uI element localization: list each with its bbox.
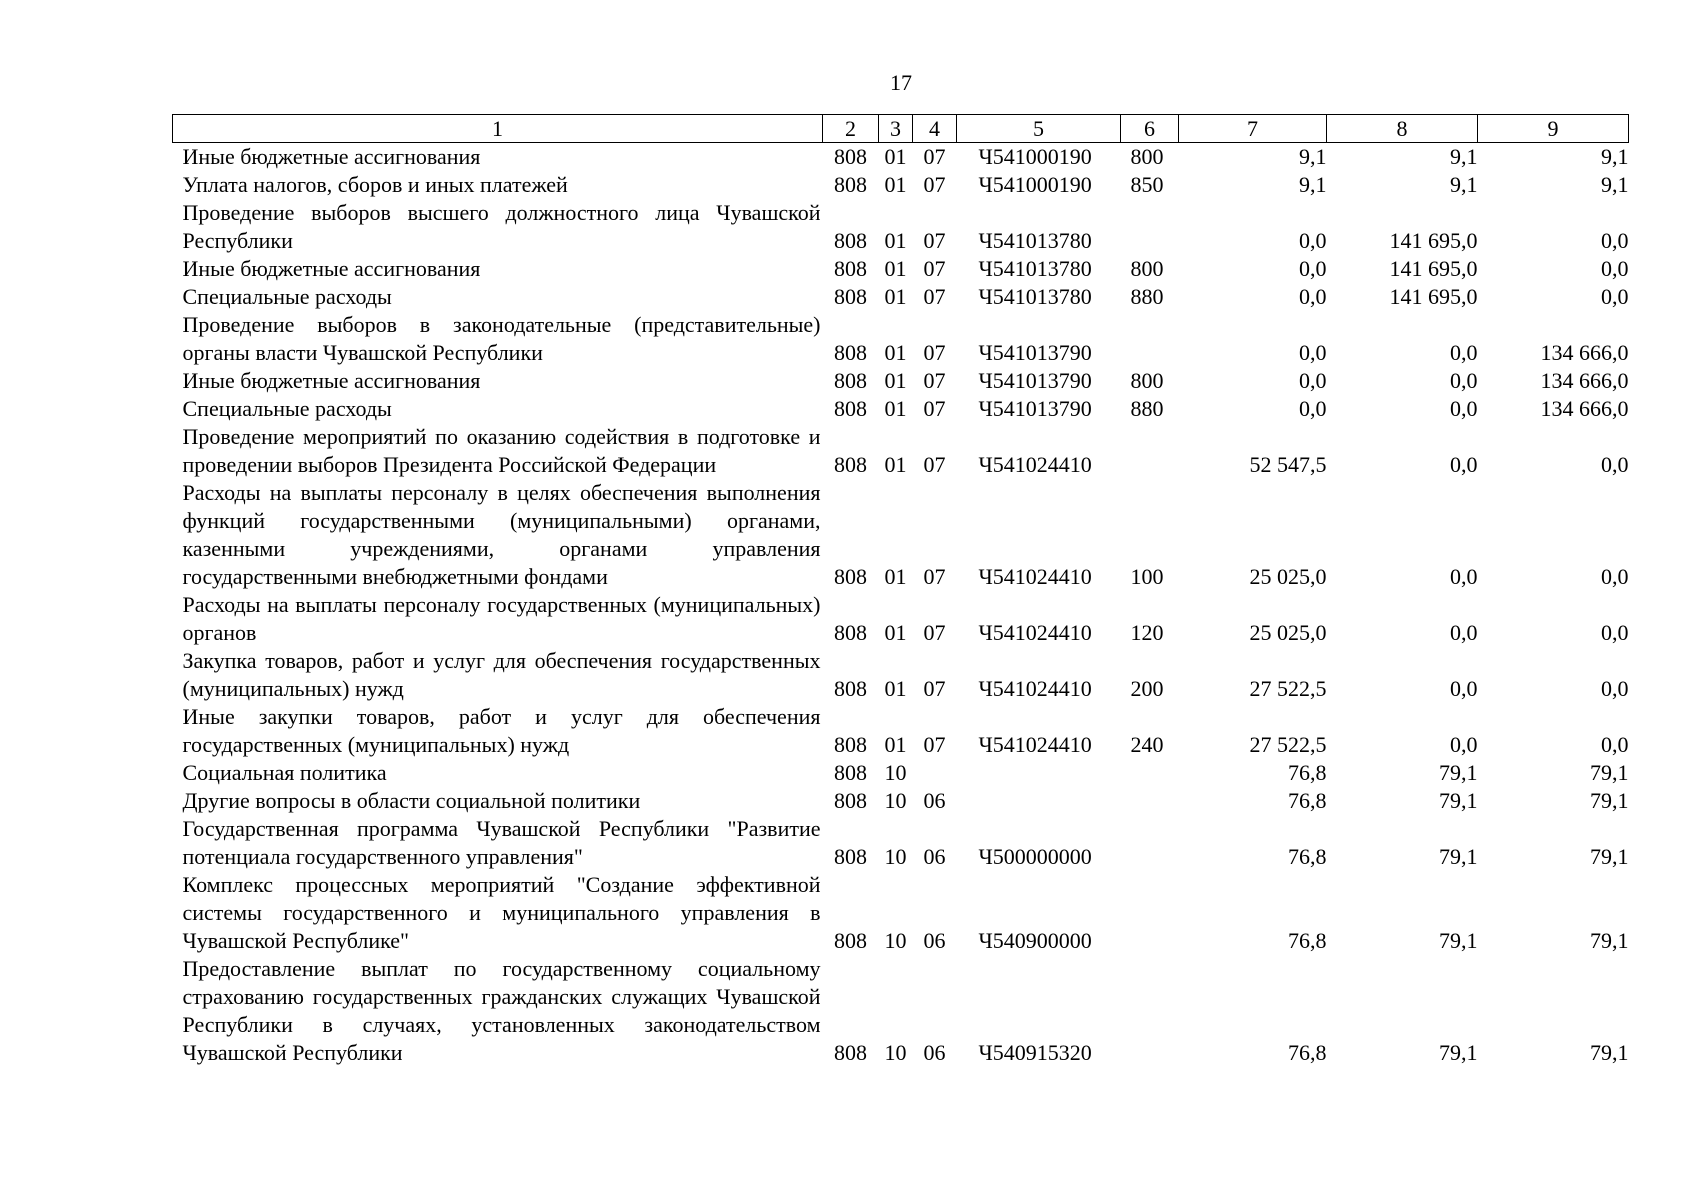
section-cell: 01 — [884, 620, 907, 645]
amount-cell: 0,0 — [1450, 676, 1478, 701]
amount-cell: 52 547,5 — [1249, 452, 1327, 477]
row-name-cell: Проведение выборов высшего должностного лица Чувашской Республики — [182, 200, 821, 253]
page-number: 17 — [890, 70, 912, 95]
amount-cell: 9,1 — [1299, 144, 1327, 169]
amount-cell: 79,1 — [1439, 928, 1478, 953]
budget-table — [172, 114, 1629, 1067]
table-row — [173, 283, 1629, 311]
table-body — [173, 143, 1629, 1068]
table-row — [173, 703, 1629, 759]
section-cell: 01 — [884, 340, 907, 365]
row-name-cell: Иные бюджетные ассигнования — [182, 368, 481, 393]
section-cell: 01 — [884, 172, 907, 197]
amount-cell: 25 025,0 — [1249, 620, 1327, 645]
code-cell: 808 — [834, 620, 867, 645]
amount-cell: 0,0 — [1299, 284, 1327, 309]
expense-type-cell — [1121, 815, 1179, 871]
column-header: 3 — [879, 115, 913, 143]
amount-cell: 0,0 — [1601, 676, 1629, 701]
subsection-cell: 07 — [923, 172, 946, 197]
amount-cell: 25 025,0 — [1249, 564, 1327, 589]
section-cell: 10 — [884, 844, 907, 869]
amount-cell: 0,0 — [1450, 452, 1478, 477]
code-cell: 808 — [834, 788, 867, 813]
subsection-cell: 06 — [923, 844, 946, 869]
target-article-cell: Ч541013790 — [978, 396, 1092, 421]
table-row — [173, 479, 1629, 591]
table-row — [173, 143, 1629, 172]
row-name-cell: Предоставление выплат по государственному социальному страхованию государственных гражданских служащих Чувашской Республики в случаях, установленных законодательством Чувашской Республики — [182, 956, 821, 1065]
target-article-cell: Ч541013790 — [978, 340, 1092, 365]
target-article-cell: Ч541000190 — [978, 172, 1092, 197]
expense-type-cell: 240 — [1130, 732, 1164, 757]
amount-cell: 79,1 — [1590, 844, 1629, 869]
target-article-cell: Ч541024410 — [978, 676, 1092, 701]
expense-type-cell — [1121, 871, 1179, 955]
subsection-cell: 07 — [923, 228, 946, 253]
target-article-cell: Ч541000190 — [978, 144, 1092, 169]
amount-cell: 0,0 — [1299, 396, 1327, 421]
expense-type-cell — [1121, 787, 1179, 815]
expense-type-cell: 120 — [1130, 620, 1164, 645]
amount-cell: 79,1 — [1439, 788, 1478, 813]
subsection-cell: 07 — [923, 284, 946, 309]
amount-cell: 9,1 — [1601, 172, 1629, 197]
code-cell: 808 — [834, 452, 867, 477]
row-name-cell: Проведение выборов в законодательные (представительные) органы власти Чувашской Республики — [182, 312, 821, 365]
row-name-cell: Проведение мероприятий по оказанию содействия в подготовке и проведении выборов Президента Российской Федерации — [182, 424, 821, 477]
code-cell: 808 — [834, 732, 867, 757]
code-cell: 808 — [834, 760, 867, 785]
expense-type-cell: 880 — [1130, 284, 1164, 309]
table-row — [173, 311, 1629, 367]
header-row — [173, 115, 1629, 143]
section-cell: 01 — [884, 368, 907, 393]
column-header: 9 — [1478, 115, 1629, 143]
code-cell: 808 — [834, 256, 867, 281]
amount-cell: 79,1 — [1439, 844, 1478, 869]
table-row — [173, 787, 1629, 815]
expense-type-cell: 850 — [1130, 172, 1164, 197]
amount-cell: 76,8 — [1288, 760, 1327, 785]
expense-type-cell: 880 — [1130, 396, 1164, 421]
section-cell: 01 — [884, 256, 907, 281]
row-name-cell: Специальные расходы — [182, 396, 392, 421]
code-cell: 808 — [834, 676, 867, 701]
amount-cell: 76,8 — [1288, 928, 1327, 953]
section-cell: 10 — [884, 760, 907, 785]
row-name-cell: Иные бюджетные ассигнования — [182, 144, 481, 169]
target-article-cell: Ч540915320 — [978, 1040, 1092, 1065]
amount-cell: 134 666,0 — [1540, 340, 1629, 365]
target-article-cell: Ч541013780 — [978, 228, 1092, 253]
amount-cell: 0,0 — [1601, 564, 1629, 589]
target-article-cell — [957, 787, 1121, 815]
code-cell: 808 — [834, 284, 867, 309]
section-cell: 01 — [884, 144, 907, 169]
expense-type-cell — [1121, 199, 1179, 255]
amount-cell: 0,0 — [1601, 284, 1629, 309]
expense-type-cell: 200 — [1130, 676, 1164, 701]
section-cell: 01 — [884, 228, 907, 253]
section-cell: 01 — [884, 564, 907, 589]
code-cell: 808 — [834, 564, 867, 589]
amount-cell: 9,1 — [1601, 144, 1629, 169]
amount-cell: 76,8 — [1288, 1040, 1327, 1065]
expense-type-cell — [1121, 955, 1179, 1067]
subsection-cell: 07 — [923, 256, 946, 281]
target-article-cell — [957, 759, 1121, 787]
table-row — [173, 647, 1629, 703]
code-cell: 808 — [834, 368, 867, 393]
column-header: 6 — [1121, 115, 1179, 143]
amount-cell: 0,0 — [1601, 452, 1629, 477]
amount-cell: 9,1 — [1450, 172, 1478, 197]
subsection-cell: 07 — [923, 732, 946, 757]
row-name-cell: Закупка товаров, работ и услуг для обеспечения государственных (муниципальных) нужд — [182, 648, 821, 701]
row-name-cell: Другие вопросы в области социальной политики — [182, 788, 641, 813]
column-header: 5 — [957, 115, 1121, 143]
row-name-cell: Расходы на выплаты персоналу государственных (муниципальных) органов — [182, 592, 821, 645]
subsection-cell: 07 — [923, 620, 946, 645]
row-name-cell: Специальные расходы — [182, 284, 392, 309]
amount-cell: 0,0 — [1450, 396, 1478, 421]
target-article-cell: Ч540900000 — [978, 928, 1092, 953]
code-cell: 808 — [834, 144, 867, 169]
target-article-cell: Ч500000000 — [978, 844, 1092, 869]
subsection-cell: 07 — [923, 676, 946, 701]
expense-type-cell — [1121, 423, 1179, 479]
code-cell: 808 — [834, 928, 867, 953]
subsection-cell — [913, 759, 957, 787]
table-row — [173, 815, 1629, 871]
amount-cell: 9,1 — [1299, 172, 1327, 197]
expense-type-cell: 800 — [1130, 368, 1164, 393]
code-cell: 808 — [834, 396, 867, 421]
column-header: 8 — [1327, 115, 1478, 143]
column-header: 7 — [1179, 115, 1327, 143]
amount-cell: 27 522,5 — [1249, 732, 1327, 757]
expense-type-cell: 100 — [1130, 564, 1164, 589]
target-article-cell: Ч541013780 — [978, 256, 1092, 281]
column-header: 2 — [823, 115, 879, 143]
subsection-cell: 06 — [923, 788, 946, 813]
code-cell: 808 — [834, 228, 867, 253]
amount-cell: 79,1 — [1590, 928, 1629, 953]
row-name-cell: Социальная политика — [182, 760, 387, 785]
amount-cell: 0,0 — [1450, 564, 1478, 589]
amount-cell: 79,1 — [1439, 760, 1478, 785]
section-cell: 01 — [884, 676, 907, 701]
subsection-cell: 07 — [923, 564, 946, 589]
target-article-cell: Ч541024410 — [978, 732, 1092, 757]
section-cell: 10 — [884, 788, 907, 813]
expense-type-cell: 800 — [1130, 256, 1164, 281]
row-name-cell: Иные бюджетные ассигнования — [182, 256, 481, 281]
section-cell: 10 — [884, 1040, 907, 1065]
amount-cell: 0,0 — [1450, 732, 1478, 757]
amount-cell: 0,0 — [1450, 620, 1478, 645]
row-name-cell: Уплата налогов, сборов и иных платежей — [182, 172, 568, 197]
table-row — [173, 395, 1629, 423]
amount-cell: 27 522,5 — [1249, 676, 1327, 701]
target-article-cell: Ч541024410 — [978, 620, 1092, 645]
target-article-cell: Ч541024410 — [978, 452, 1092, 477]
amount-cell: 134 666,0 — [1540, 396, 1629, 421]
amount-cell: 0,0 — [1601, 620, 1629, 645]
section-cell: 01 — [884, 396, 907, 421]
amount-cell: 79,1 — [1590, 788, 1629, 813]
amount-cell: 79,1 — [1590, 760, 1629, 785]
target-article-cell: Ч541013790 — [978, 368, 1092, 393]
amount-cell: 76,8 — [1288, 788, 1327, 813]
amount-cell: 9,1 — [1450, 144, 1478, 169]
amount-cell: 0,0 — [1601, 256, 1629, 281]
target-article-cell: Ч541013780 — [978, 284, 1092, 309]
amount-cell: 141 695,0 — [1389, 228, 1478, 253]
amount-cell: 0,0 — [1299, 228, 1327, 253]
subsection-cell: 07 — [923, 144, 946, 169]
amount-cell: 79,1 — [1439, 1040, 1478, 1065]
row-name-cell: Расходы на выплаты персоналу в целях обеспечения выполнения функций государственными (муниципальными) органами, казенными учреждениями, органами управления государственными внебюджетными фондами — [182, 480, 821, 589]
code-cell: 808 — [834, 844, 867, 869]
target-article-cell: Ч541024410 — [978, 564, 1092, 589]
amount-cell: 0,0 — [1299, 340, 1327, 365]
amount-cell: 0,0 — [1299, 256, 1327, 281]
subsection-cell: 07 — [923, 396, 946, 421]
code-cell: 808 — [834, 340, 867, 365]
expense-type-cell — [1121, 311, 1179, 367]
subsection-cell: 06 — [923, 928, 946, 953]
table-row — [173, 871, 1629, 955]
amount-cell: 134 666,0 — [1540, 368, 1629, 393]
table-row — [173, 367, 1629, 395]
table-row — [173, 591, 1629, 647]
amount-cell: 79,1 — [1590, 1040, 1629, 1065]
amount-cell: 141 695,0 — [1389, 256, 1478, 281]
table-row — [173, 955, 1629, 1067]
column-header: 1 — [173, 115, 823, 143]
subsection-cell: 07 — [923, 340, 946, 365]
section-cell: 01 — [884, 732, 907, 757]
section-cell: 10 — [884, 928, 907, 953]
amount-cell: 141 695,0 — [1389, 284, 1478, 309]
subsection-cell: 07 — [923, 368, 946, 393]
table-row — [173, 199, 1629, 255]
amount-cell: 76,8 — [1288, 844, 1327, 869]
expense-type-cell: 800 — [1130, 144, 1164, 169]
amount-cell: 0,0 — [1450, 368, 1478, 393]
code-cell: 808 — [834, 1040, 867, 1065]
amount-cell: 0,0 — [1299, 368, 1327, 393]
section-cell: 01 — [884, 284, 907, 309]
table-row — [173, 171, 1629, 199]
amount-cell: 0,0 — [1601, 228, 1629, 253]
row-name-cell: Комплекс процессных мероприятий "Создание эффективной системы государственного и муниципального управления в Чувашской Республике" — [182, 872, 821, 953]
subsection-cell: 07 — [923, 452, 946, 477]
expense-type-cell — [1121, 759, 1179, 787]
row-name-cell: Иные закупки товаров, работ и услуг для обеспечения государственных (муниципальных) нужд — [182, 704, 821, 757]
subsection-cell: 06 — [923, 1040, 946, 1065]
table-row — [173, 255, 1629, 283]
table-row — [173, 759, 1629, 787]
row-name-cell: Государственная программа Чувашской Республики "Развитие потенциала государственного управления" — [182, 816, 821, 869]
column-header: 4 — [913, 115, 957, 143]
amount-cell: 0,0 — [1601, 732, 1629, 757]
code-cell: 808 — [834, 172, 867, 197]
amount-cell: 0,0 — [1450, 340, 1478, 365]
section-cell: 01 — [884, 452, 907, 477]
table-row — [173, 423, 1629, 479]
